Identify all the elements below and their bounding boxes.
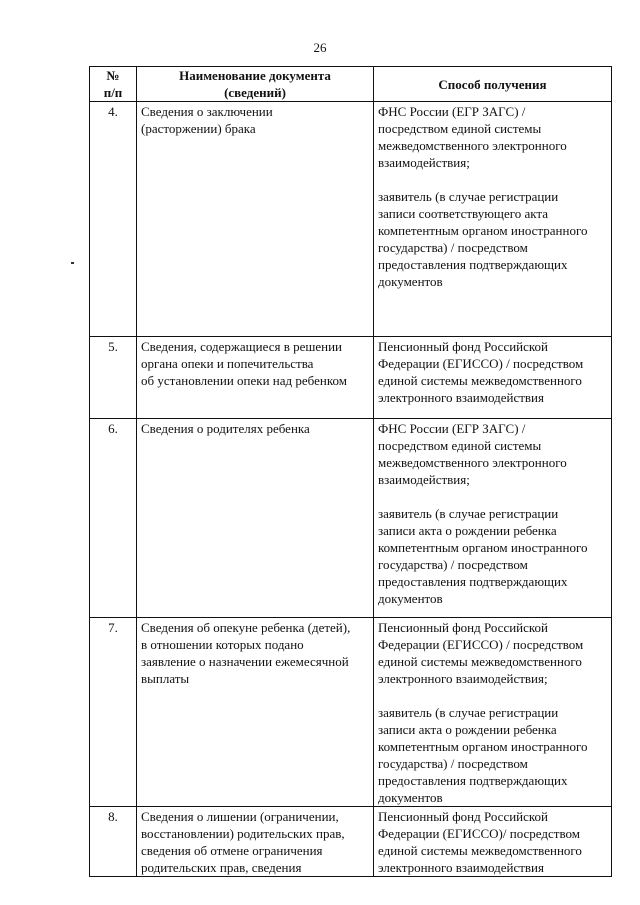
header-document-name: Наименование документа (сведений) xyxy=(137,67,374,102)
row-number: 5. xyxy=(90,337,137,419)
row-method xyxy=(374,419,612,618)
row-document-name xyxy=(137,419,374,618)
table-row xyxy=(90,419,612,618)
document-name-text: Сведения о родителях ребенка xyxy=(141,421,310,436)
header-number: № п/п xyxy=(90,67,137,102)
table-row xyxy=(90,102,612,337)
scan-artifact xyxy=(71,262,74,264)
row-method xyxy=(374,618,612,807)
table-header-row xyxy=(90,67,612,102)
document-name-text: Сведения об опекуне ребенка (детей), в отношении которых подано заявление о назначении ежемесячной выплаты xyxy=(141,620,351,686)
method-paragraph: заявитель (в случае регистрации записи акта о рождении ребенка компетентным органом иностранного государства) / посредством предоставления подтверждающих документов xyxy=(378,506,588,606)
method-paragraph: заявитель (в случае регистрации записи соответствующего акта компетентным органом иностранного государства) / посредством предоставления подтверждающих документов xyxy=(378,189,588,289)
method-paragraph: ФНС России (ЕГР ЗАГС) / посредством единой системы межведомственного электронного взаимодействия; xyxy=(378,421,567,487)
row-number: 6. xyxy=(90,419,137,618)
row-method xyxy=(374,807,612,877)
table-row xyxy=(90,337,612,419)
row-number: 8. xyxy=(90,807,137,877)
method-paragraph: заявитель (в случае регистрации записи акта о рождении ребенка компетентным органом иностранного государства) / посредством предоставления подтверждающих документов xyxy=(378,705,588,805)
method-paragraph: Пенсионный фонд Российской Федерации (ЕГИССО) / посредством единой системы межведомственного электронного взаимодействия xyxy=(378,339,584,405)
row-document-name xyxy=(137,807,374,877)
document-name-text: Сведения, содержащиеся в решении органа опеки и попечительства об установлении опеки над ребенком xyxy=(141,339,347,388)
row-document-name xyxy=(137,102,374,337)
row-number: 4. xyxy=(90,102,137,337)
method-paragraph: Пенсионный фонд Российской Федерации (ЕГИССО) / посредством единой системы межведомственного электронного взаимодействия; xyxy=(378,620,584,686)
header-method: Способ получения xyxy=(374,67,612,102)
document-name-text: Сведения о заключении (расторжении) брака xyxy=(141,104,273,136)
document-name-text: Сведения о лишении (ограничении, восстановлении) родительских прав, сведения об отмене ограничения родительских прав, сведения xyxy=(141,809,345,875)
method-paragraph: Пенсионный фонд Российской Федерации (ЕГИССО)/ посредством единой системы межведомственного электронного взаимодействия xyxy=(378,809,582,875)
row-document-name xyxy=(137,618,374,807)
documents-table xyxy=(89,66,612,877)
row-method xyxy=(374,102,612,337)
row-method xyxy=(374,337,612,419)
row-number: 7. xyxy=(90,618,137,807)
table-row xyxy=(90,618,612,807)
row-document-name xyxy=(137,337,374,419)
table-row xyxy=(90,807,612,877)
method-paragraph: ФНС России (ЕГР ЗАГС) / посредством единой системы межведомственного электронного взаимодействия; xyxy=(378,104,567,170)
page-number: 26 xyxy=(313,40,327,55)
